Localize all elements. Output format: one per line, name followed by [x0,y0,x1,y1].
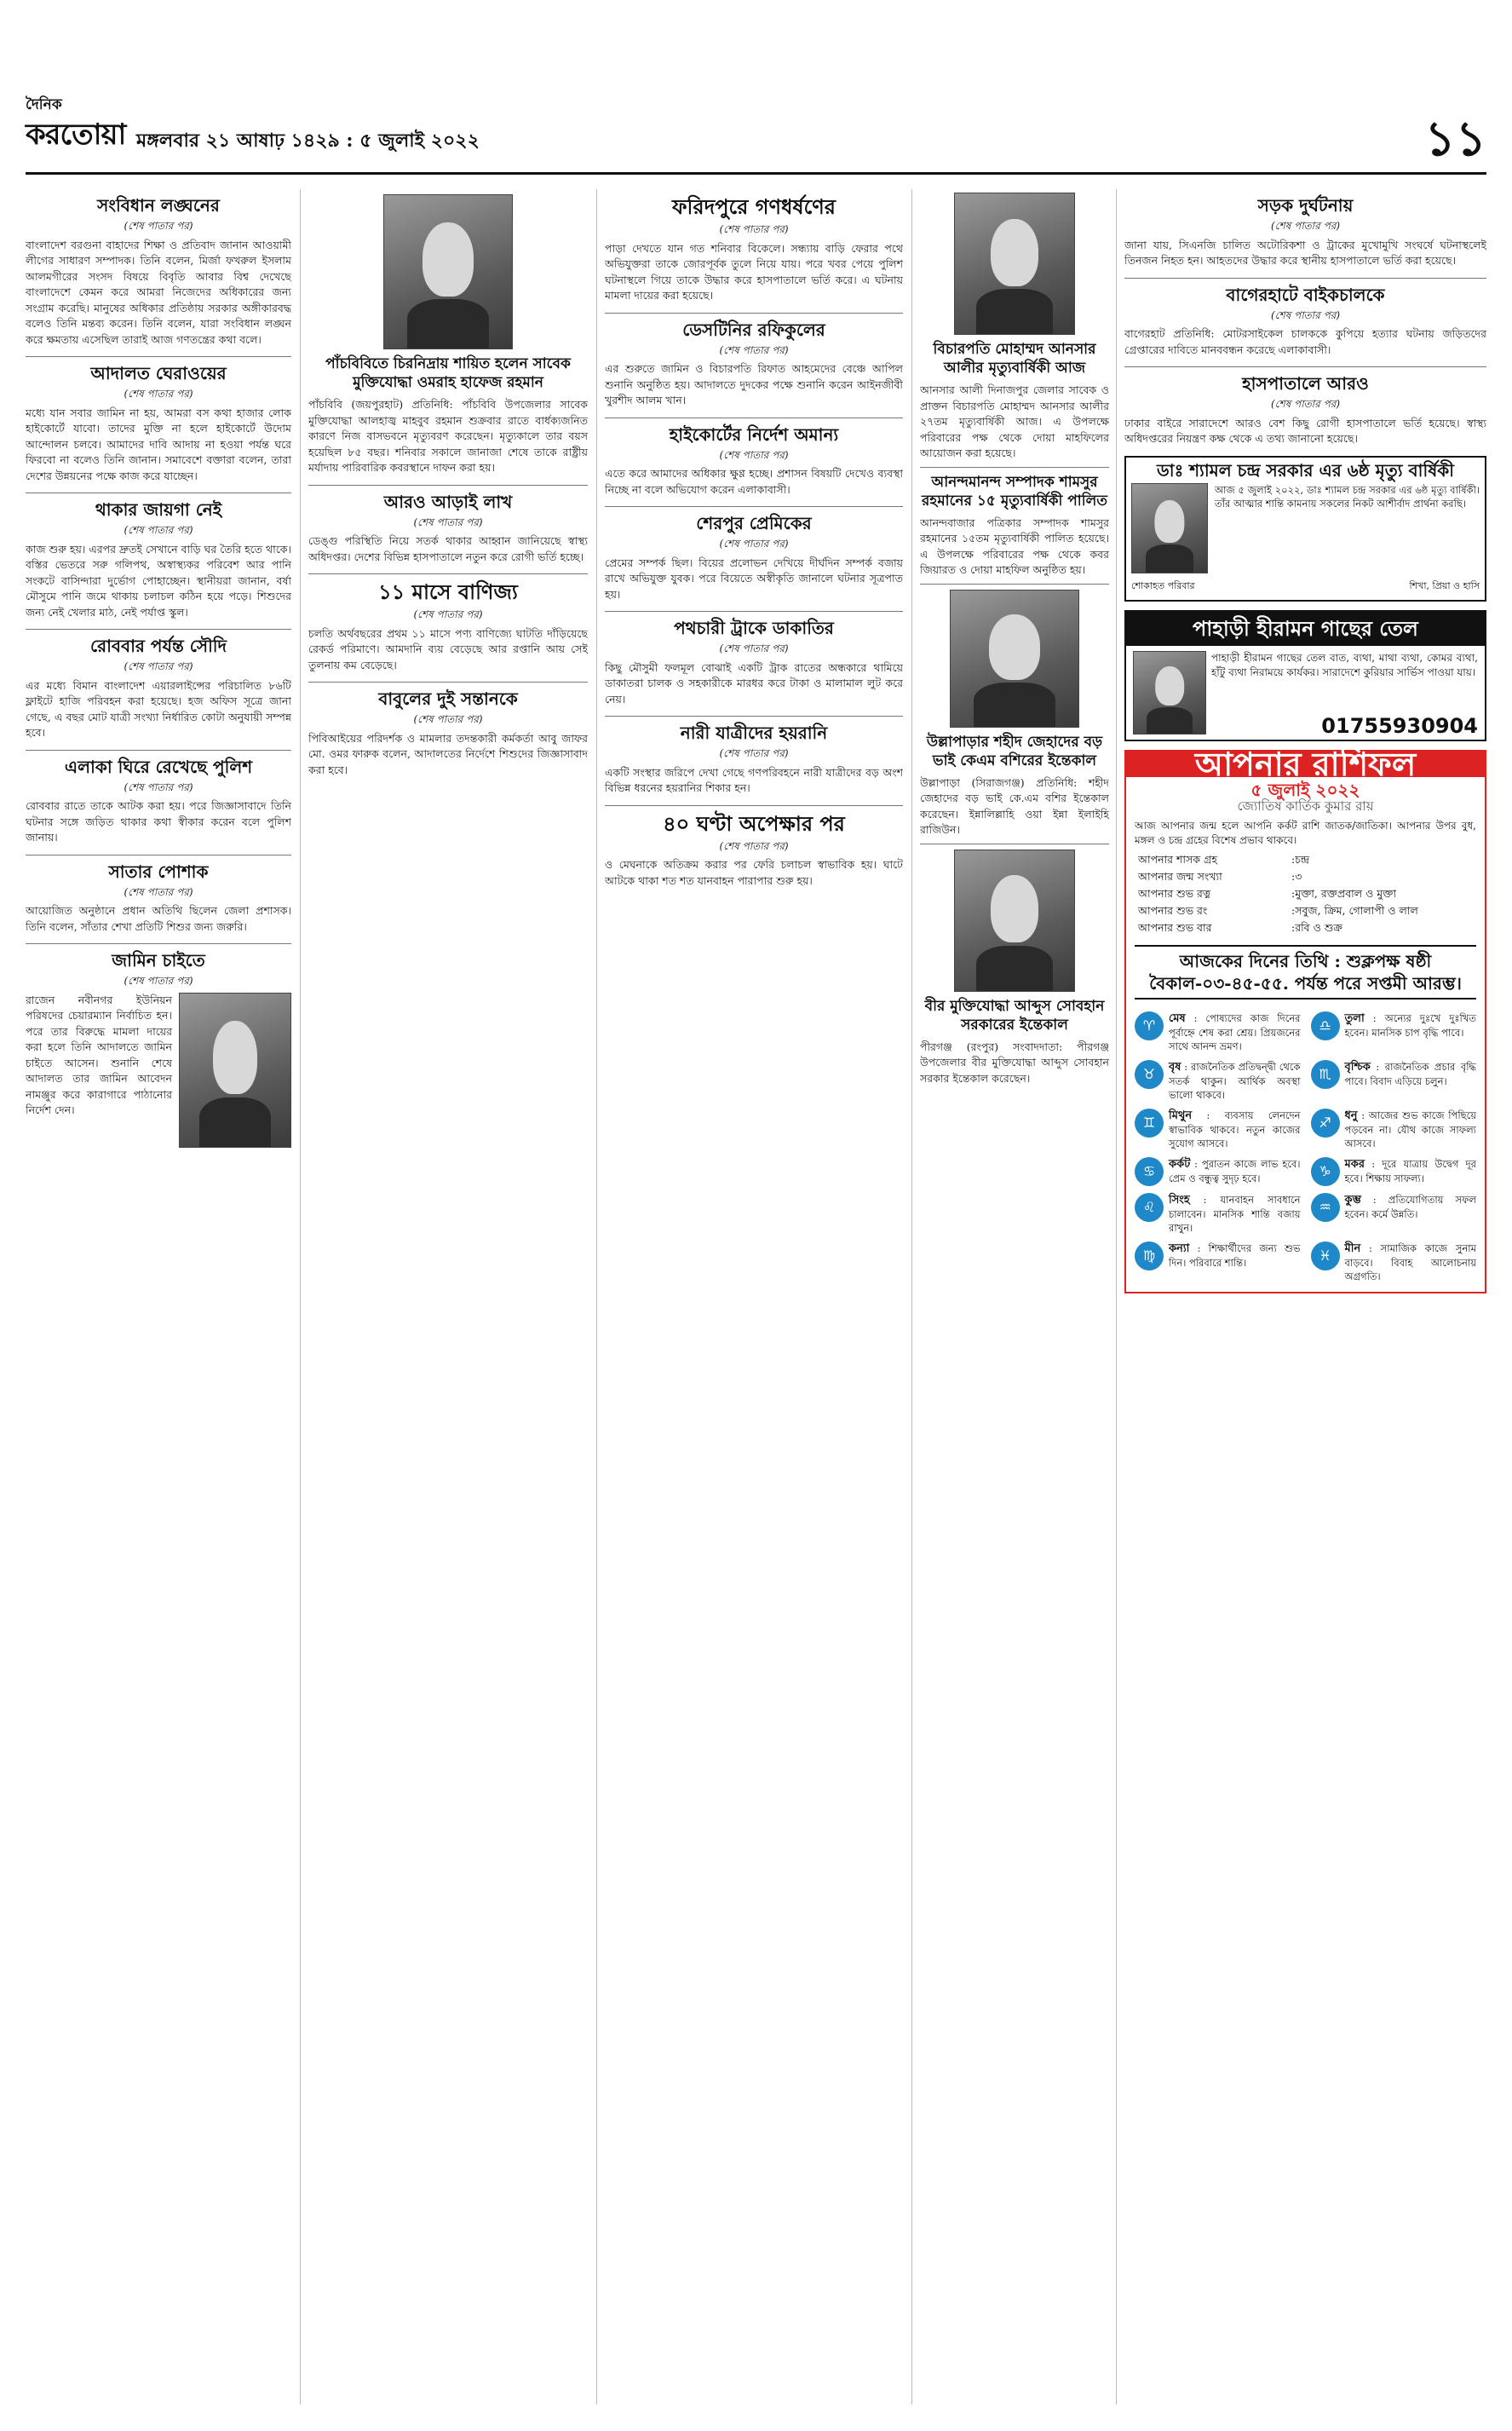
photo-caption: পাঁচবিবিতে চিরনিদ্রায় শায়িত হলেন সাবেক মুক্তিযোদ্ধা ওমরাহ হাফেজ রহমান [325,355,571,391]
article-body: বাগেরহাট প্রতিনিধি: মোটরসাইকেল চালককে কুপিয়ে হত্যার ঘটনায় জড়িতদের গ্রেপ্তারের দাবিতে মানববন্ধন করেছে এলাকাবাসী। [1124,327,1486,356]
article-headline: সংবিধান লঙ্ঘনের [97,195,220,216]
article-headline: আনন্দমানন্দ সম্পাদক শামসুর রহমানের ১৫ মৃত্যুবার্ষিকী পালিত [921,473,1108,510]
article [26,498,291,620]
zodiac-sign: ♏ বৃশ্চিক : রাজনৈতিক প্রচার বৃদ্ধি পাবে। বিবাদ এড়িয়ে চলুন। [1311,1060,1477,1102]
article [26,194,291,348]
horoscope-fact: আপনার শুভ রত্ন : মুক্তা, রক্তপ্রবাল ও মুক্তা [1138,887,1396,900]
libra-icon: ♎ [1311,1011,1340,1040]
article-body: রোববার রাতে তাকে আটক করা হয়। পরে জিজ্ঞাসাবাদে তিনি ঘটনার সঙ্গে জড়িত থাকার কথা স্বীকার করেন বলে পুলিশ জানায়। [26,799,291,844]
article [1124,194,1486,269]
article-headline: বাগেরহাটে বাইকচালকে [1226,284,1385,305]
article-body: বাংলাদেশ বরগুনা বাহাদের শিক্ষা ও প্রতিবাদ জানান আওয়ামী লীগের সাধারণ সম্পাদক। তিনি বলেন, মির্জা ফখরুল ইসলাম আলমগীরের সংসদ বিষয়ে বিবৃতি আবার বিশ্ব দেখেছে বাংলাদেশে কেমন করে আমরা নিজেদের অধিকারের জন্য সংগ্রাম করেছি। মানুষের অধিকার প্রতিষ্ঠায় সরকার অঙ্গীকারবদ্ধ বলেও তিনি মন্তব্য করেন। তিনি বলেন, যারা সংবিধান লঙ্ঘন করে ক্ষমতায় এসেছিল তারাই আজ গণতন্ত্রের কথা বলে। [26,238,291,346]
obituary-photo [1131,483,1208,573]
article-continuation: (শেষ পাতার পর) [124,524,193,536]
article-body: এতে করে আমাদের অধিকার ক্ষুণ্ণ হচ্ছে। প্রশাসন বিষয়টি দেখেও ব্যবস্থা নিচ্ছে না বলে অভিযোগ করেন এলাকাবাসী। [605,467,903,496]
scorpio-icon: ♏ [1311,1060,1340,1089]
divider [308,682,588,683]
zodiac-sign: ♒ কুম্ভ : প্রতিযোগিতায় সফল হবেন। কর্মে উন্নতি। [1311,1193,1477,1235]
horoscope-tithi: আজকের দিনের তিথি : শুক্লপক্ষ ষষ্ঠী বৈকাল-০৩-৪৫-৫৫. পর্যন্ত পরে সপ্তমী আরম্ভ। [1135,945,1476,999]
article-continuation: (শেষ পাতার পর) [719,642,789,654]
article-headline: সাতার পোশাক [108,861,209,882]
article-body: আনসার আলী দিনাজপুর জেলার সাবেক ও প্রাক্তন বিচারপতি মোহাম্মদ আনসার আলীর ২৭তম মৃত্যুবার্ষিকী আজ। এ উপলক্ষে পরিবারের পক্ষ থেকে দোয়া মাহফিলের আয়োজন করা হয়েছে। [920,383,1109,459]
divider [920,584,1109,585]
column-1 [26,189,291,2405]
logo-small-text: দৈনিক [26,96,62,113]
article-body: জানা যায়, সিএনজি চালিত অটোরিকশা ও ট্রাকের মুখোমুখি সংঘর্ষে ঘটনাস্থলেই তিনজন নিহত হন। আহতদের উদ্ধার করে স্থানীয় হাসপাতালে ভর্তি করা হয়েছে। [1124,238,1486,267]
article-body: ঢাকার বাইরে সারাদেশে আরও বেশ কিছু রোগী হাসপাতালে ভর্তি হয়েছে। স্বাস্থ্য অধিদপ্তরের নিয়ন্ত্রণ কক্ষ থেকে এ তথ্য জানানো হয়েছে। [1124,416,1486,445]
zodiac-sign: ♍ কন্যা : শিক্ষার্থীদের জন্য শুভ দিন। পরিবারে শান্তি। [1135,1241,1301,1283]
ad-title: পাহাড়ী হীরামন গাছের তেল [1126,612,1485,646]
aries-icon: ♈ [1135,1011,1164,1040]
article-body: উল্লাপাড়া (সিরাজগঞ্জ) প্রতিনিধি: শহীদ জেহাদের বড় ভাই কে.এম বশির ইন্তেকাল করেছেন। ইন্নালিল্লাহি ওয়া ইন্না ইলাইহি রাজিউন। [920,775,1109,836]
article-body: এর শুরুতে জামিন ও বিচারপতি রিফাত আহমেদের বেঞ্চে আপিল শুনানি অনুষ্ঠিত হয়। আদালতে দুদকের পক্ষে শুনানি করেন আইনজীবী খুরশীদ আলম খান। [605,362,903,406]
article [26,635,291,741]
article-continuation: (শেষ পাতার পর) [719,538,789,550]
horoscope-title: আপনার রাশিফল [1126,752,1485,778]
zodiac-sign: ♉ বৃষ : রাজনৈতিক প্রতিদ্বন্দ্বী থেকে সতর্ক থাকুন। আর্থিক অবস্থা ভালো থাকবে। [1135,1060,1301,1102]
obituary-heading: ডাঃ শ্যামল চন্দ্র সরকার এর ৬ষ্ঠ মৃত্যু বার্ষিকী [1157,459,1454,481]
horoscope-fact: আপনার শুভ বার : রবি ও শুক্র [1138,921,1342,934]
article-headline: এলাকা ঘিরে রেখেছে পুলিশ [64,756,253,777]
article-headline: হাসপাতালে আরও [1242,373,1369,394]
article [605,617,903,707]
zodiac-sign: ♊ মিথুন : ব্যবসায় লেনদেন স্বাভাবিক থাকবে। নতুন কাজের সুযোগ আসবে। [1135,1109,1301,1150]
zodiac-sign: ♑ মকর : দূরে যাত্রায় উদ্বেগ দূর হবে। শিক্ষায় সাফল্য। [1311,1157,1477,1186]
article [26,756,291,846]
article-continuation: (শেষ পাতার পর) [124,975,193,987]
column-divider [596,189,597,2405]
article-continuation: (শেষ পাতার পর) [413,516,483,528]
divider [920,467,1109,468]
column-divider [1116,189,1117,2405]
zodiac-sign: ♓ মীন : সামাজিক কাজে সুনাম বাড়বে। বিবাহ আলোচনায় অগ্রগতি। [1311,1241,1477,1283]
article-headline: থাকার জায়গা নেই [95,499,222,520]
portrait-photo [179,993,291,1148]
article-continuation: (শেষ পাতার পর) [719,343,789,356]
gemini-icon: ♊ [1135,1109,1164,1138]
article-continuation: (শেষ পাতার পর) [124,660,193,672]
article-headline: পথচারী ট্রাকে ডাকাতির [674,618,834,638]
article-headline: নারী যাত্রীদের হয়রানি [680,723,828,743]
article-headline: আরও আড়াই লাখ [383,491,513,512]
article-body: কাজ শুরু হয়। এরপর দ্রুতই সেখানে বাড়ি ঘর তৈরি হতে থাকে। বস্তির ভেতরে সরু গলিপথ, অস্বাস্থ্যকর পরিবেশ আর পানি সংকটে বাসিন্দারা দুর্ভোগ পোহাচ্ছেন। স্থানীয়রা জানান, বর্ষা মৌসুমে পানি জমে থাকায় চলাচল কঠিন হয়ে পড়ে। শিশুদের জন্য নেই খেলার মাঠ, নেই পর্যাপ্ত স্কুল। [26,542,291,619]
pisces-icon: ♓ [1311,1241,1340,1270]
article-continuation: (শেষ পাতার পর) [413,713,483,725]
portrait-photo [950,590,1079,728]
article-body: আয়োজিত অনুষ্ঠানে প্রধান অতিথি ছিলেন জেলা প্রশাসক। তিনি বলেন, সাঁতার শেখা প্রতিটি শিশুর জন্য জরুরি। [26,904,291,933]
article-body: মধ্যে যান সবার জামিন না হয়, আমরা বস কথা হাজার লোক হাইকোর্টে যাবো। তাদের মুক্তি না হলে হাইকোর্টে উদোম আন্দোলন চলবে। আমাদের দাবি আদায় না হওয়া পর্যন্ত ঘরে ফিরবো না বলেও তিনি জানান। সমাবেশে বক্তারা বলেন, তারা দেশের উন্নয়নের পক্ষে কাজ করে যাচ্ছেন। [26,406,291,482]
article-body: এর মধ্যে বিমান বাংলাদেশ এয়ারলাইন্সের পরিচালিত ৮৬টি ফ্লাইটে হাজি পরিবহন করা হয়েছে। হজ অফিস সূত্রে জানা গেছে, এ বছর মোট যাত্রী সংখ্যা নির্ধারিত কোটা অনুযায়ী সম্পন্ন হবে। [26,678,291,739]
article-continuation: (শেষ পাতার পর) [1270,398,1341,410]
horoscope-author: জ্যোতিষ কার্তিক কুমার রায় [1237,798,1374,814]
article-body: একটি সংস্থার জরিপে দেখা গেছে গণপরিবহনে নারী যাত্রীদের বড় অংশ বিভিন্ন ধরনের হয়রানির শিকার হন। [605,765,903,794]
horoscope-date: ৫ জুলাই ২০২২ [1250,780,1360,800]
capricorn-icon: ♑ [1311,1157,1340,1186]
article-headline: বাবুলের দুই সন্তানকে [378,688,518,709]
horoscope-fact: আপনার জন্ম সংখ্যা : ৩ [1138,870,1302,883]
logo-big-text: করতোয়া [26,118,126,152]
article-continuation: (শেষ পাতার পর) [124,885,193,898]
divider [308,485,588,486]
article [26,861,291,936]
article-continuation: (শেষ পাতার পর) [1270,308,1341,321]
obituary-text: আজ ৫ জুলাই ২০২২, ডাঃ শ্যামল চন্দ্র সরকার এর ৬ষ্ঠ মৃত্যু বার্ষিকী। তাঁর আত্মার শান্তি কামনায় সকলের নিকট আশীর্বাদ প্রার্থনা করছি। [1215,484,1480,510]
cancer-icon: ♋ [1135,1157,1164,1186]
photo-caption: বিচারপতি মোহাম্মদ আনসার আলীর মৃত্যুবার্ষিকী আজ [933,341,1096,377]
article-continuation: (শেষ পাতার পর) [1270,220,1341,232]
article [1124,372,1486,447]
divider [605,716,903,717]
article [1124,284,1486,359]
divider [308,573,588,574]
column-divider [911,189,912,2405]
obituary-notice [1124,456,1486,602]
article-headline: সড়ক দুর্ঘটনায় [1257,195,1354,216]
article-body: ও মেঘনাকে অতিক্রম করার পর ফেরি চলাচল স্বাভাবিক হয়। ঘাটে আটকে থাকা শত শত যানবাহন পারাপার শুরু হয়। [605,858,903,887]
portrait-photo [383,194,513,349]
divider [605,313,903,314]
leo-icon: ♌ [1135,1193,1164,1222]
zodiac-sign: ♌ সিংহ : যানবাহন সাবধানে চালাবেন। মানসিক শান্তি বজায় রাখুন। [1135,1193,1301,1235]
article-headline: রোববার পর্যন্ত সৌদি [89,636,227,656]
article [605,512,903,602]
article-body: আনন্দবাজার পত্রিকার সম্পাদক শামসুর রহমানের ১৫তম মৃত্যুবার্ষিকী পালিত হয়েছে। এ উপলক্ষে পরিবারের পক্ষ থেকে কবর জিয়ারত ও দোয়া মাহফিল অনুষ্ঠিত হয়। [920,516,1109,576]
article-body: চলতি অর্থবছরের প্রথম ১১ মাসে পণ্য বাণিজ্যে ঘাটতি দাঁড়িয়েছে রেকর্ড পরিমাণে। আমদানি ব্যয় বেড়েছে আর রপ্তানি আয় সেই তুলনায় কম বেড়েছে। [308,626,588,671]
page-number: ১১ [1424,111,1486,167]
article [308,397,588,476]
divider [26,356,291,357]
photo-caption: বীর মুক্তিযোদ্ধা আব্দুস সোবহান সরকারের ইন্তেকাল [924,997,1105,1034]
column-3 [605,189,903,2405]
article [308,688,588,778]
article-body: কিছু মৌসুমী ফলমূল বোঝাই একটি ট্রাক রাতের অন্ধকারে থামিয়ে ডাকাতরা চালক ও সহকারীকে মারধর করে টাকা ও মালামাল লুট করে নেয়। [605,660,903,706]
horoscope-facts [1126,848,1485,940]
article-continuation: (শেষ পাতার পর) [719,223,789,235]
portrait-photo [954,850,1075,992]
column-4 [920,189,1109,2405]
zodiac-sign: ♋ কর্কট : পুরাতন কাজে লাভ হবে। প্রেম ও বন্ধুত্ব সুদৃঢ় হবে। [1135,1157,1301,1186]
masthead [26,94,1486,175]
article-body: প্রেমের সম্পর্ক ছিল। বিয়ের প্রলোভন দেখিয়ে দীর্ঘদিন সম্পর্ক বজায় রাখে অভিযুক্ত যুবক। পরে বিয়েতে অস্বীকৃতি জানালে ঘটনার সূত্রপাত হয়। [605,556,903,601]
article-continuation: (শেষ পাতার পর) [124,220,193,232]
divider [26,943,291,944]
column-2 [308,189,588,2405]
zodiac-sign: ♐ ধনু : আজের শুভ কাজে পিছিয়ে পড়বেন না। যৌথ কাজে সাফল্য আসবে। [1311,1109,1477,1150]
horoscope-fact: আপনার শাসক গ্রহ : চন্দ্র [1138,853,1310,866]
article-body: ডেঙ্গু পরিস্থিতি নিয়ে সতর্ক থাকার আহ্বান জানিয়েছে স্বাস্থ্য অধিদপ্তর। দেশের বিভিন্ন হাসপাতালে নতুন করে রোগী ভর্তি হচ্ছে। [308,534,588,563]
portrait-photo [954,193,1075,335]
article [308,491,588,566]
article [605,319,903,409]
obituary-signature-left: শোকাহত পরিবার [1131,580,1195,591]
divider [26,750,291,751]
ad-photo [1133,651,1206,734]
divider [605,805,903,806]
photo-caption: উল্লাপাড়ার শহীদ জেহাদের বড় ভাই কেএম বশিরের ইন্তেকাল [926,733,1103,769]
taurus-icon: ♉ [1135,1060,1164,1089]
obituary-signature-right: শিখা, প্রিয়া ও হাসি [1409,580,1480,591]
column-5 [1124,189,1486,2405]
sagittarius-icon: ♐ [1311,1109,1340,1138]
article-continuation: (শেষ পাতার পর) [719,448,789,461]
article [605,423,903,498]
ad-phone-number: 01755930904 [1321,714,1478,738]
article [26,949,291,1148]
zodiac-sign: ♎ তুলা : অন্যের দুঃখে দুঃখিত হবেন। মানসিক চাপ বৃদ্ধি পাবে। [1311,1011,1477,1053]
advertisement [1124,610,1486,741]
divider [1124,278,1486,279]
article-headline: হাইকোর্টের নির্দেশ অমান্য [669,423,839,445]
article-body: রাজেন নবীনগর ইউনিয়ন পরিষদের চেয়ারম্যান নির্বাচিত হন। পরে তার বিরুদ্ধে মামলা দায়ের করা হলে তিনি আদালতে জামিন চাইতে আসেন। শুনানি শেষে আদালত তার জামিন আবেদন নামঞ্জুর করে কারাগারে পাঠানোর নির্দেশ দেন। [26,993,172,1116]
article-headline: ৪০ ঘণ্টা অপেক্ষার পর [663,810,845,836]
article-headline: আদালত ঘেরাওয়ের [90,363,227,383]
article-headline: ১১ মাসে বাণিজ্য [378,579,518,604]
article [26,362,291,484]
article-continuation: (শেষ পাতার পর) [124,388,193,400]
aquarius-icon: ♒ [1311,1193,1340,1222]
article-body: পিবিআইয়ের পরিদর্শক ও মামলার তদন্তকারী কর্মকর্তা আবু জাফর মো. ওমর ফারুক বলেন, আদালতের নির্দেশে শিশুদের জিজ্ঞাসাবাদ করা হবে। [308,731,588,776]
article-headline: শেরপুর প্রেমিকের [696,513,812,533]
article-body: পাঁচবিবি (জয়পুরহাট) প্রতিনিধি: পাঁচবিবি উপজেলার সাবেক মুক্তিযোদ্ধা আলহাজ্ব মাহবুব রহমান শুক্রবার রাতে বার্ধক্যজনিত কারণে নিজ বাসভবনে মৃত্যুবরণ করেছেন। মৃত্যুকালে তার বয়স হয়েছিল ৮৫ বছর। শনিবার সকালে জানাজা শেষে তাকে রাষ্ট্রীয় মর্যাদায় পারিবারিক কবরস্থানে দাফন করা হয়। [308,398,588,474]
article-continuation: (শেষ পাতার পর) [719,839,789,852]
divider [605,611,903,612]
horoscope-intro: আজ আপনার জন্ম হলে আপনি কর্কট রাশি জাতক/জাতিকা। আপনার উপর বুধ, মঙ্গল ও চন্দ্র গ্রহের বিশেষ প্রভাব থাকবে। [1135,820,1476,846]
article [605,194,903,304]
newspaper-logo [26,94,126,160]
column-divider [300,189,301,2405]
article [605,722,903,797]
divider [1124,366,1486,367]
horoscope-fact: আপনার শুভ রং : সবুজ, ক্রিম, গোলাপী ও লাল [1138,904,1418,917]
article-headline: জামিন চাইতে [112,950,205,971]
divider [26,629,291,630]
divider [605,506,903,507]
article-body: পীরগঞ্জ (রংপুর) সংবাদদাতা: পীরগঞ্জ উপজেলার বীর মুক্তিযোদ্ধা আব্দুস সোবহান সরকার ইন্তেকাল করেছেন। [920,1040,1109,1085]
ad-text: পাহাড়ী হীরামন গাছের তেল বাত, ব্যথা, মাথা ব্যথা, কোমর ব্যথা, হাঁটু ব্যথা নিরাময়ে কার্যকর। সারাদেশে কুরিয়ার সার্ভিস পাওয়া যায়। [1211,651,1478,678]
article-continuation: (শেষ পাতার পর) [413,608,483,620]
article-continuation: (শেষ পাতার পর) [719,747,789,759]
virgo-icon: ♍ [1135,1241,1164,1270]
article-headline: ফরিদপুরে গণধর্ষণের [672,194,836,219]
dateline: মঙ্গলবার ২১ আষাঢ় ১৪২৯ : ৫ জুলাই ২০২২ [136,130,480,152]
article [308,579,588,673]
article-continuation: (শেষ পাতার পর) [124,781,193,793]
zodiac-grid [1126,1005,1485,1292]
article-headline: ডেসটিনির রফিকুলের [682,319,825,340]
article-body: পাড়া দেখতে যান গত শনিবার বিকেলে। সন্ধ্যায় বাড়ি ফেরার পথে অভিযুক্তরা তাকে জোরপূর্বক তুলে নিয়ে যায়। পরে খবর পেয়ে পুলিশ ঘটনাস্থলে গিয়ে তাকে উদ্ধার করে হাসপাতালে ভর্তি করে। এ ঘটনায় মামলা দায়ের করা হয়েছে। [605,241,903,302]
zodiac-sign: ♈ মেষ : পোষ্যদের কাজ দিনের পূর্বাহ্নে শেষ করা শ্রেয়। প্রিয়জনের সাথে আনন্দ ভ্রমণ। [1135,1011,1301,1053]
article [605,811,903,890]
horoscope-section [1124,744,1486,1294]
